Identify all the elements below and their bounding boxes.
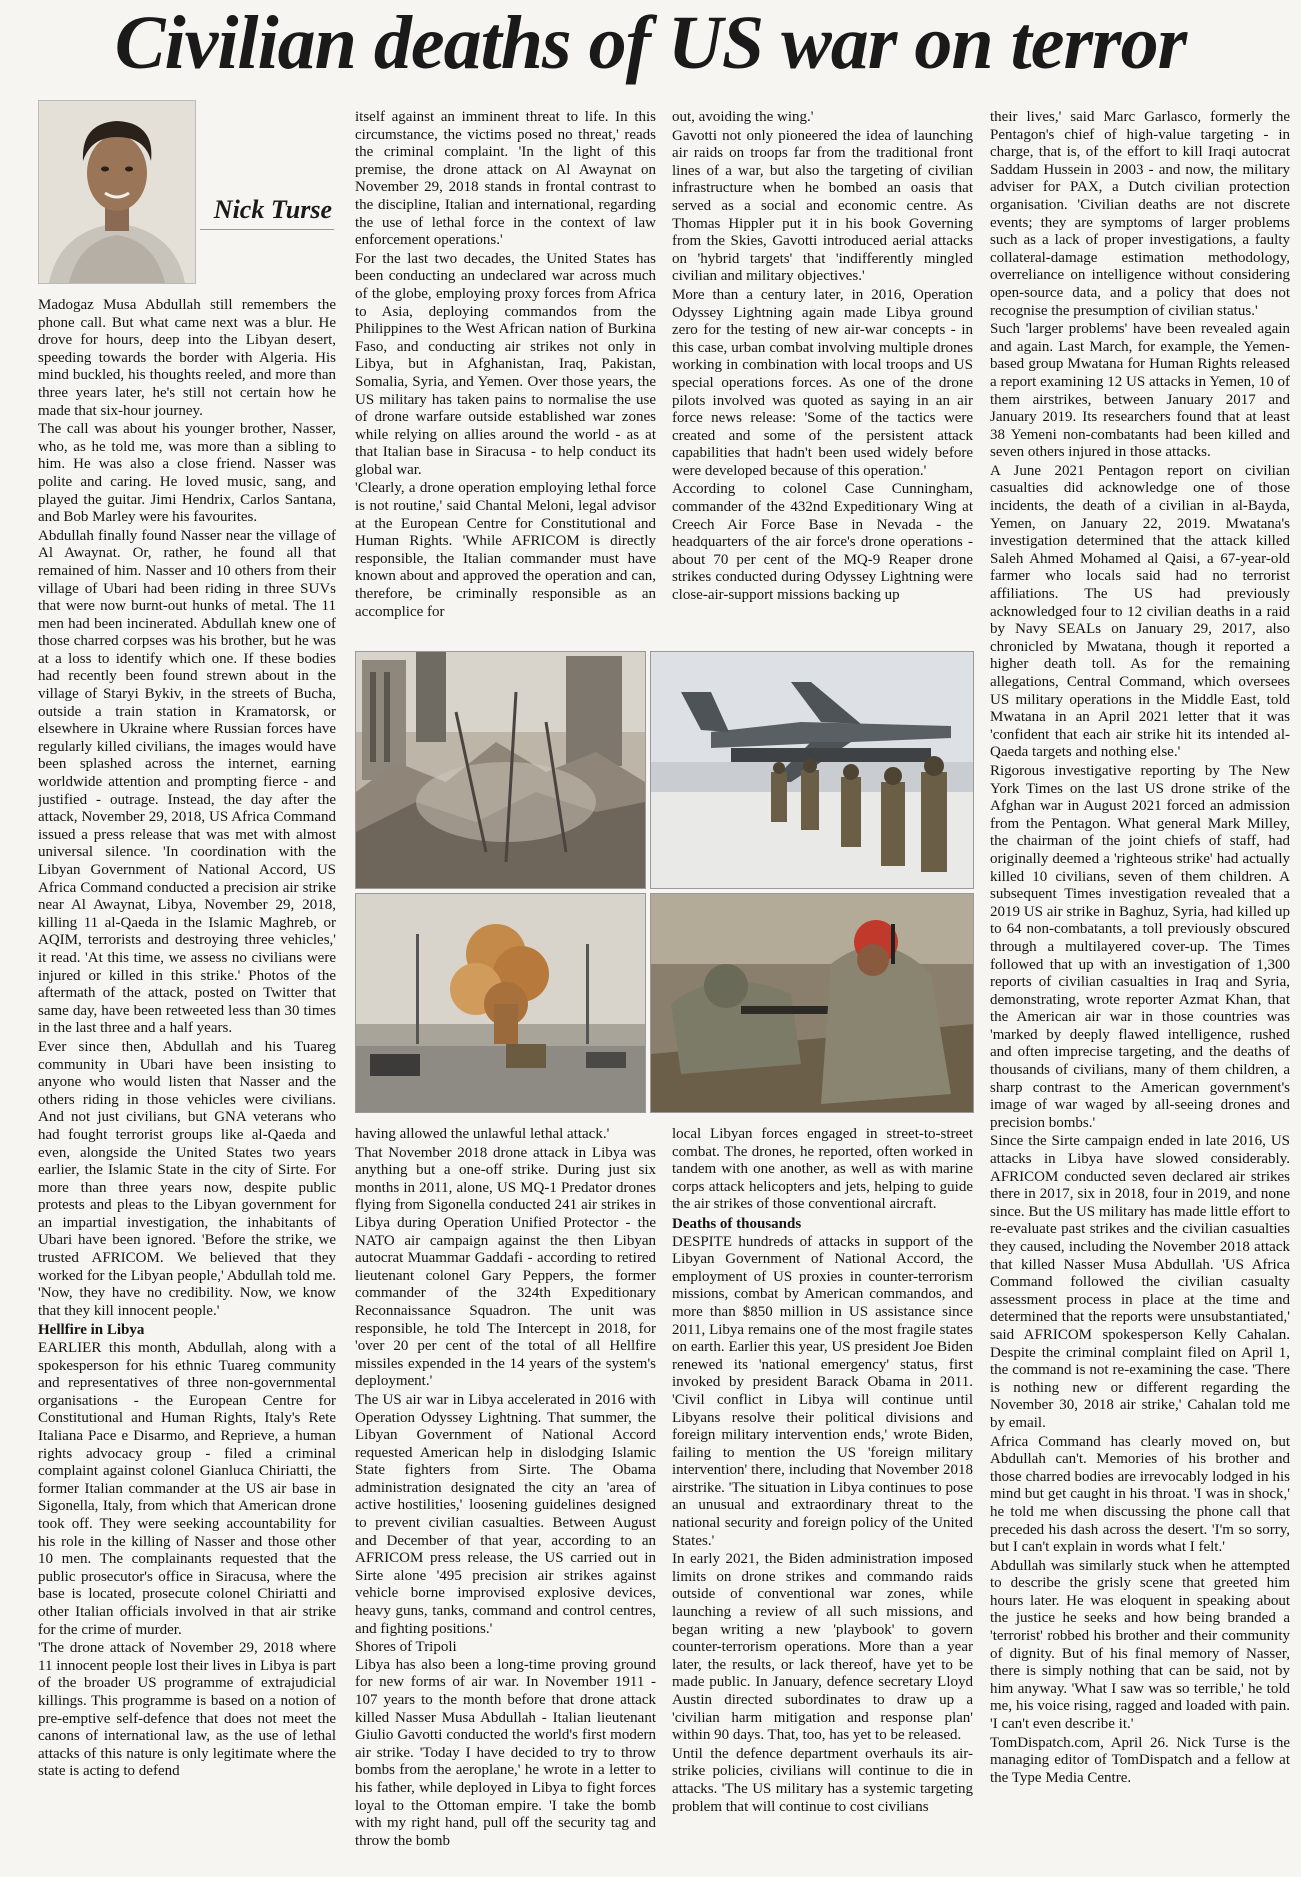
paragraph: In early 2021, the Biden administration imposed limits on drone strikes and commando raids outside of conventional war zones, while launching a review of all such missions, and began writing a new 'playbook' to govern counter-terrorism operations. More than a year later, the results, or lack thereof, have yet to be made public. In January, defence secretary Lloyd Austin directed subordinates to draw up a 'civilian harm mitigation and response plan' within 90 days. That, too, has yet to be released. [672,1551,973,1744]
headline: Civilian deaths of US war on terror [114,1,1187,85]
paragraph: Africa Command has clearly moved on, but Abdullah can't. Memories of his brother and those charred bodies are irrevocably lodged in his mind but get caught in his throat. 'I was in shock,' he told me when discussing the phone call that preceded his dash across the desert. 'I'm so sorry, but I can't explain in words what I felt.' [990,1433,1290,1556]
paragraph: out, avoiding the wing.' [672,109,814,125]
paragraph: itself against an imminent threat to life. In this circumstance, the victims posed no threat,' reads the criminal complaint. 'In the light of this premise, the drone attack on Al Awaynat on November 29, 2018 stands in frontal contrast to the discipline, Italian and international, regarding the use of lethal force in the context of law enforcement operations.' [355,109,656,249]
photo-aircraft-troops [650,651,974,889]
subheading-deaths-of-thousands: Deaths of thousands [672,1215,802,1232]
paragraph: Madogaz Musa Abdullah still remembers the phone call. But what came next was a blur. He drove for hours, deep into the Libyan desert, speeding towards the border with Algeria. His mind buckled, his thoughts reeled, and more than three years later, he's still not certain how he made that six-hour journey. [38,297,336,419]
author-photo [38,100,196,284]
paragraph: EARLIER this month, Abdullah, along with a spokesperson for his ethnic Tuareg community and representatives of three non-governmental organisations - the European Centre for Constitutional and Human Rights, Italy's Rete Italiana Pace e Disarmo, and Reprieve, a human rights advocacy group - filed a criminal complaint against colonel Gianluca Chiriatti, the former Italian commander at the US air base in Sigonella, Italy, from which that American drone took off. They were seeking accountability for his role in the killing of Nasser and those other 10 men. The complainants requested that the public prosecutor's office in Siracusa, where the base is located, prosecute colonel Chiriatti and other Italian officials involved in that air strike for the crime of murder. [38,1340,336,1638]
photo-explosion [355,893,646,1113]
article-column-2-top [355,109,656,640]
article-column-2-bottom [355,1126,656,1869]
paragraph: having allowed the unlawful lethal attack.' [355,1126,610,1142]
article-column-1 [38,297,336,1869]
subheading-shores-of-tripoli: Shores of Tripoli [355,1639,457,1656]
paragraph: Ever since then, Abdullah and his Tuareg community in Ubari have been insisting to anyone who would listen that Nasser and the others riding in those vehicles were civilians. And not just civilians, but GNA veterans who had fought terrorist groups like al-Qaeda and even, alongside the United States two years earlier, the Islamic State in the city of Sirte. For more than three years now, despite public protests and pleas to the Libyan government for an impartial investigation, the inhabitants of Ubari have been ignored. 'Before the strike, we trusted AFRICOM. We believed that they worked for the Libyan people,' Abdullah told me. 'Now, they have no credibility. Now, we know that they kill innocent people.' [38,1038,336,1319]
rubble-image [356,652,645,888]
paragraph: More than a century later, in 2016, Operation Odyssey Lightning again made Libya ground zero for the testing of new air-war concepts - in this case, urban combat involving multiple drones working in combination with local troops and US special operations forces. As one of the drone pilots involved was quoted as saying in an air force news release: 'Some of the tactics were created and some of the persistent attack capabilities that hadn't been used widely before were developed because of this operation.' [672,286,973,479]
paragraph: Rigorous investigative reporting by The New York Times on the last US drone strike of the Afghan war in August 2021 forced an admission from the Pentagon. What general Mark Milley, the chairman of the joint chiefs of staff, had originally deemed a 'righteous strike' had actually killed 10 civilians, seven of them children. A subsequent Times investigation revealed that a 2019 US air strike in Baghuz, Syria, had killed up to 64 non-combatants, a toll previously obscured through a multilayered cover-up. The Times followed that up with an investigation of 1,300 reports of civilian casualties in Iraq and Syria, demonstrating, wrote reporter Azmat Khan, that the American air war in those countries was 'marked by deeply flawed intelligence, rushed and often imprecise targeting, and the deaths of thousands of civilians, many of them children, a sharp contrast to the American government's image of war waged by all-seeing drones and precision bombs.' [990,762,1290,1131]
author-name: Nick Turse [213,195,332,224]
paragraph: local Libyan forces engaged in street-to-street combat. The drones, he reported, often worked in tandem with one another, as well as with marine corps attack helicopters and jets, helping to guide the air strikes of those conventional aircraft. [672,1126,973,1213]
paragraph: Libya has also been a long-time proving ground for new forms of air war. In November 1911 - 107 years to the month before that drone attack killed Nasser Musa Abdullah - Italian lieutenant Giulio Gavotti conducted the world's first modern air strike. 'Today I have decided to try to throw bombs from the aeroplane,' he wrote in a letter to his father, while deployed in Libya to fight forces loyal to the Ottoman empire. 'I take the bomb with my right hand, pull off the security tag and throw the bomb [355,1656,656,1849]
article-column-3-bottom [672,1126,973,1869]
paragraph: 'Clearly, a drone operation employing lethal force is not routine,' said Chantal Meloni, legal advisor at the European Centre for Constitutional and Human Rights. 'While AFRICOM is directly responsible, the Italian commander must have known about and approved the operation and can, therefore, be criminally responsible as an accomplice for [355,480,656,620]
paragraph: Until the defence department overhauls its air-strike policies, civilians will continue to die in attacks. 'The US military has a systemic targeting problem that will continue to cost civilians [672,1745,973,1815]
subheading-hellfire: Hellfire in Libya [38,1322,145,1339]
explosion-image [356,894,645,1112]
paragraph: DESPITE hundreds of attacks in support of the Libyan Government of National Accord, the employment of US proxies in counter-terrorism missions, combat by American commandos, and more than $850 million in US assistance since 2011, Libya remains one of the most fragile states on earth. Earlier this year, US president Joe Biden renewed its 'national emergency' status, first invoked by president Barack Obama in 2011. 'Civil conflict in Libya will continue until Libyans resolve their political divisions and foreign military intervention ends,' wrote Biden, failing to mention the US 'foreign military intervention' there, including that November 2018 airstrike. 'The situation in Libya continues to pose an unusual and extraordinary threat to the national security and foreign policy of the United States.' [672,1233,973,1549]
paragraph: According to colonel Case Cunningham, commander of the 432nd Expeditionary Wing at Creech Air Force Base in Nevada - the headquarters of the air force's drone operations - about 70 per cent of the MQ-9 Reaper drone strikes conducted during Odyssey Lightning were close-air-support missions backing up [672,481,973,604]
paragraph: The US air war in Libya accelerated in 2016 with Operation Odyssey Lightning. That summer, the Libyan Government of National Accord requested American help in dislodging Islamic State fighters from Sirte. The Obama administration designated the city an 'area of active hostilities,' loosening guidelines designed to prevent civilian casualties. Between August and December of that year, according to an AFRICOM press release, the US carried out in Sirte alone '495 precision air strikes against vehicle borne improvised explosive devices, heavy guns, tanks, command and control centres, and fighting positions.' [355,1391,656,1637]
paragraph: A June 2021 Pentagon report on civilian casualties did acknowledge one of those incidents, the death of a civilian in al-Bayda, Yemen, on January 22, 2019. Mwatana's investigation determined that the attack killed Saleh Ahmed Mohamed al Qaisi, a 67-year-old farmer who locals said had no terrorist affiliations. The US had previously acknowledged four to 12 civilian deaths in a raid by Navy SEALs on January 29, 2017, also chronicled by Mwatana, though it reported a higher death toll. As for the remaining allegations, Central Command, which oversees US military operations in the Middle East, told Mwatana in an April 2021 letter that it was 'confident that each air strike hit its intended al-Qaeda targets and nothing else.' [990,462,1290,761]
paragraph: TomDispatch.com, April 26. Nick Turse is the managing editor of TomDispatch and a fellow at the Type Media Centre. [990,1734,1290,1786]
paragraph: Abdullah finally found Nasser near the village of Al Awaynat. Or, rather, he found all that remained of him. Nasser and 10 others from their village of Ubari had been riding in three SUVs that were now burnt-out hunks of metal. The 11 men had been incinerated. Abdullah knew one of those charred corpses was his brother, but he was at a loss to identify which one. If these bodies had recently been found strewn about in the village of Staryi Bykiv, in the streets of Bucha, outside a train station in Kramatorsk, or elsewhere in Ukraine where Russian forces have regularly killed civilians, the images would have been splashed across the internet, earning worldwide attention and prompting fierce - and justified - outrage. Instead, the day after the attack, November 29, 2018, US Africa Command issued a press release that was met with almost universal silence. 'In coordination with the Libyan Government of National Accord, US Africa Command conducted a precision air strike near Al Awaynat, Libya, November 29, 2018, killing 11 al-Qaeda in the Islamic Maghreb, or AQIM, terrorists and destroying three vehicles,' it read. 'At this time, we assess no civilians were injured or killed in this strike.' Photos of the aftermath of the attack, posted on Twitter that same day, have been retweeted less than 30 times in the last three and a half years. [38,527,336,1037]
soldiers-image [651,894,973,1112]
photo-rubble [355,651,646,889]
article-column-3-top [672,109,973,640]
paragraph: Gavotti not only pioneered the idea of launching air raids on troops far from the traditional front lines of a war, but also the targeting of civilian infrastructure when he bombed an oasis that served as a social and economic centre. As Thomas Hippler put it in his book Governing from the Skies, Gavotti introduced aerial attacks on 'hybrid targets' that 'indifferently mingled civilian and military objectives.' [672,127,973,285]
paragraph: The call was about his younger brother, Nasser, who, as he told me, was more than a sibling to him. He was also a close friend. Nasser was polite and caring. He loved music, sang, and played the guitar. Jimi Hendrix, Carlos Santana, and Bob Marley were his favourites. [38,421,336,526]
paragraph: 'The drone attack of November 29, 2018 where 11 innocent people lost their lives in Libya is part of the broader US programme of extrajudicial killings. This programme is based on a notion of pre-emptive self-defence that does not meet the canons of international law, as the use of lethal attacks of this nature is only legitimate where the state is acting to defend [38,1640,336,1780]
photo-soldiers [650,893,974,1113]
paragraph: Abdullah was similarly stuck when he attempted to describe the grisly scene that greeted him hours later. He was eloquent in speaking about the justice he seeks and how being branded a 'terrorist' robbed his brother and their community of dignity. But of his final memory of Nasser, there is simply nothing that can be said, not by him anyway. 'What I saw was so terrible,' he told me, his voice rising, ragged and loaded with pain. 'I can't even describe it.' [990,1557,1290,1733]
byline-divider [200,229,334,230]
paragraph: For the last two decades, the United States has been conducting an undeclared war across much of the globe, employing proxy forces from Africa to Asia, deploying commandos from the Philippines to the West African nation of Burkina Faso, and conducting air strikes not only in Libya, but in Afghanistan, Iraq, Pakistan, Somalia, Syria, and Yemen. Over those years, the US military has taken pains to normalise the use of drone warfare outside established war zones while relying on allies around the world - as at that Italian base in Siracusa - to help conduct its global war. [355,250,656,478]
paragraph: their lives,' said Marc Garlasco, formerly the Pentagon's chief of high-value targeting - in charge, that is, of the effort to kill Iraqi autocrat Saddam Hussein in 2003 - and now, the military adviser for PAX, a Dutch civilian protection organisation. 'Civilian deaths are not discrete events; they are symptoms of larger problems such as a lack of proper investigations, a faulty collateral-damage estimation methodology, overreliance on intelligence without considering open-source data, and a policy that does not recognise the presumption of civilian status.' [990,109,1290,319]
aircraft-troops-image [651,652,973,888]
paragraph: Such 'larger problems' have been revealed again and again. Last March, for example, the Yemen-based group Mwatana for Human Rights released a report examining 12 US attacks in Yemen, 10 of them airstrikes, between January 2017 and January 2019. Its researchers found that at least 38 Yemeni non-combatants had been killed and seven others injured in those attacks. [990,321,1290,461]
author-portrait-image [39,101,195,283]
article-column-4 [990,109,1290,1869]
paragraph: That November 2018 drone attack in Libya was anything but a one-off strike. During just six months in 2011, alone, US MQ-1 Predator drones flying from Sigonella conducted 241 air strikes in Libya during Operation Unified Protector - the NATO air campaign against the then Libyan autocrat Muammar Gaddafi - according to retired lieutenant colonel Gary Peppers, the former commander of the 324th Expeditionary Reconnaissance Squadron. The unit was responsible, he told The Intercept in 2018, for 'over 20 per cent of the total of all Hellfire missiles expended in the 14 years of the system's deployment.' [355,1144,656,1390]
paragraph: Since the Sirte campaign ended in late 2016, US attacks in Libya have slowed considerably. AFRICOM conducted seven declared air strikes there in 2017, six in 2018, four in 2019, and none since. But the US military has made little effort to re-evaluate past strikes and the civilian casualties they caused, including the November 2018 attack that killed Nasser Musa Abdullah. 'US Africa Command followed the civilian casualty assessment process in place at the time and determined that the reports were unsubstantiated,' said AFRICOM spokesperson Kelly Cahalan. Despite the criminal complaint filed on April 1, the command is not re-examining the case. 'There is nothing new or different regarding the November 30, 2018 air strike,' Cahalan told me by email. [990,1133,1290,1431]
